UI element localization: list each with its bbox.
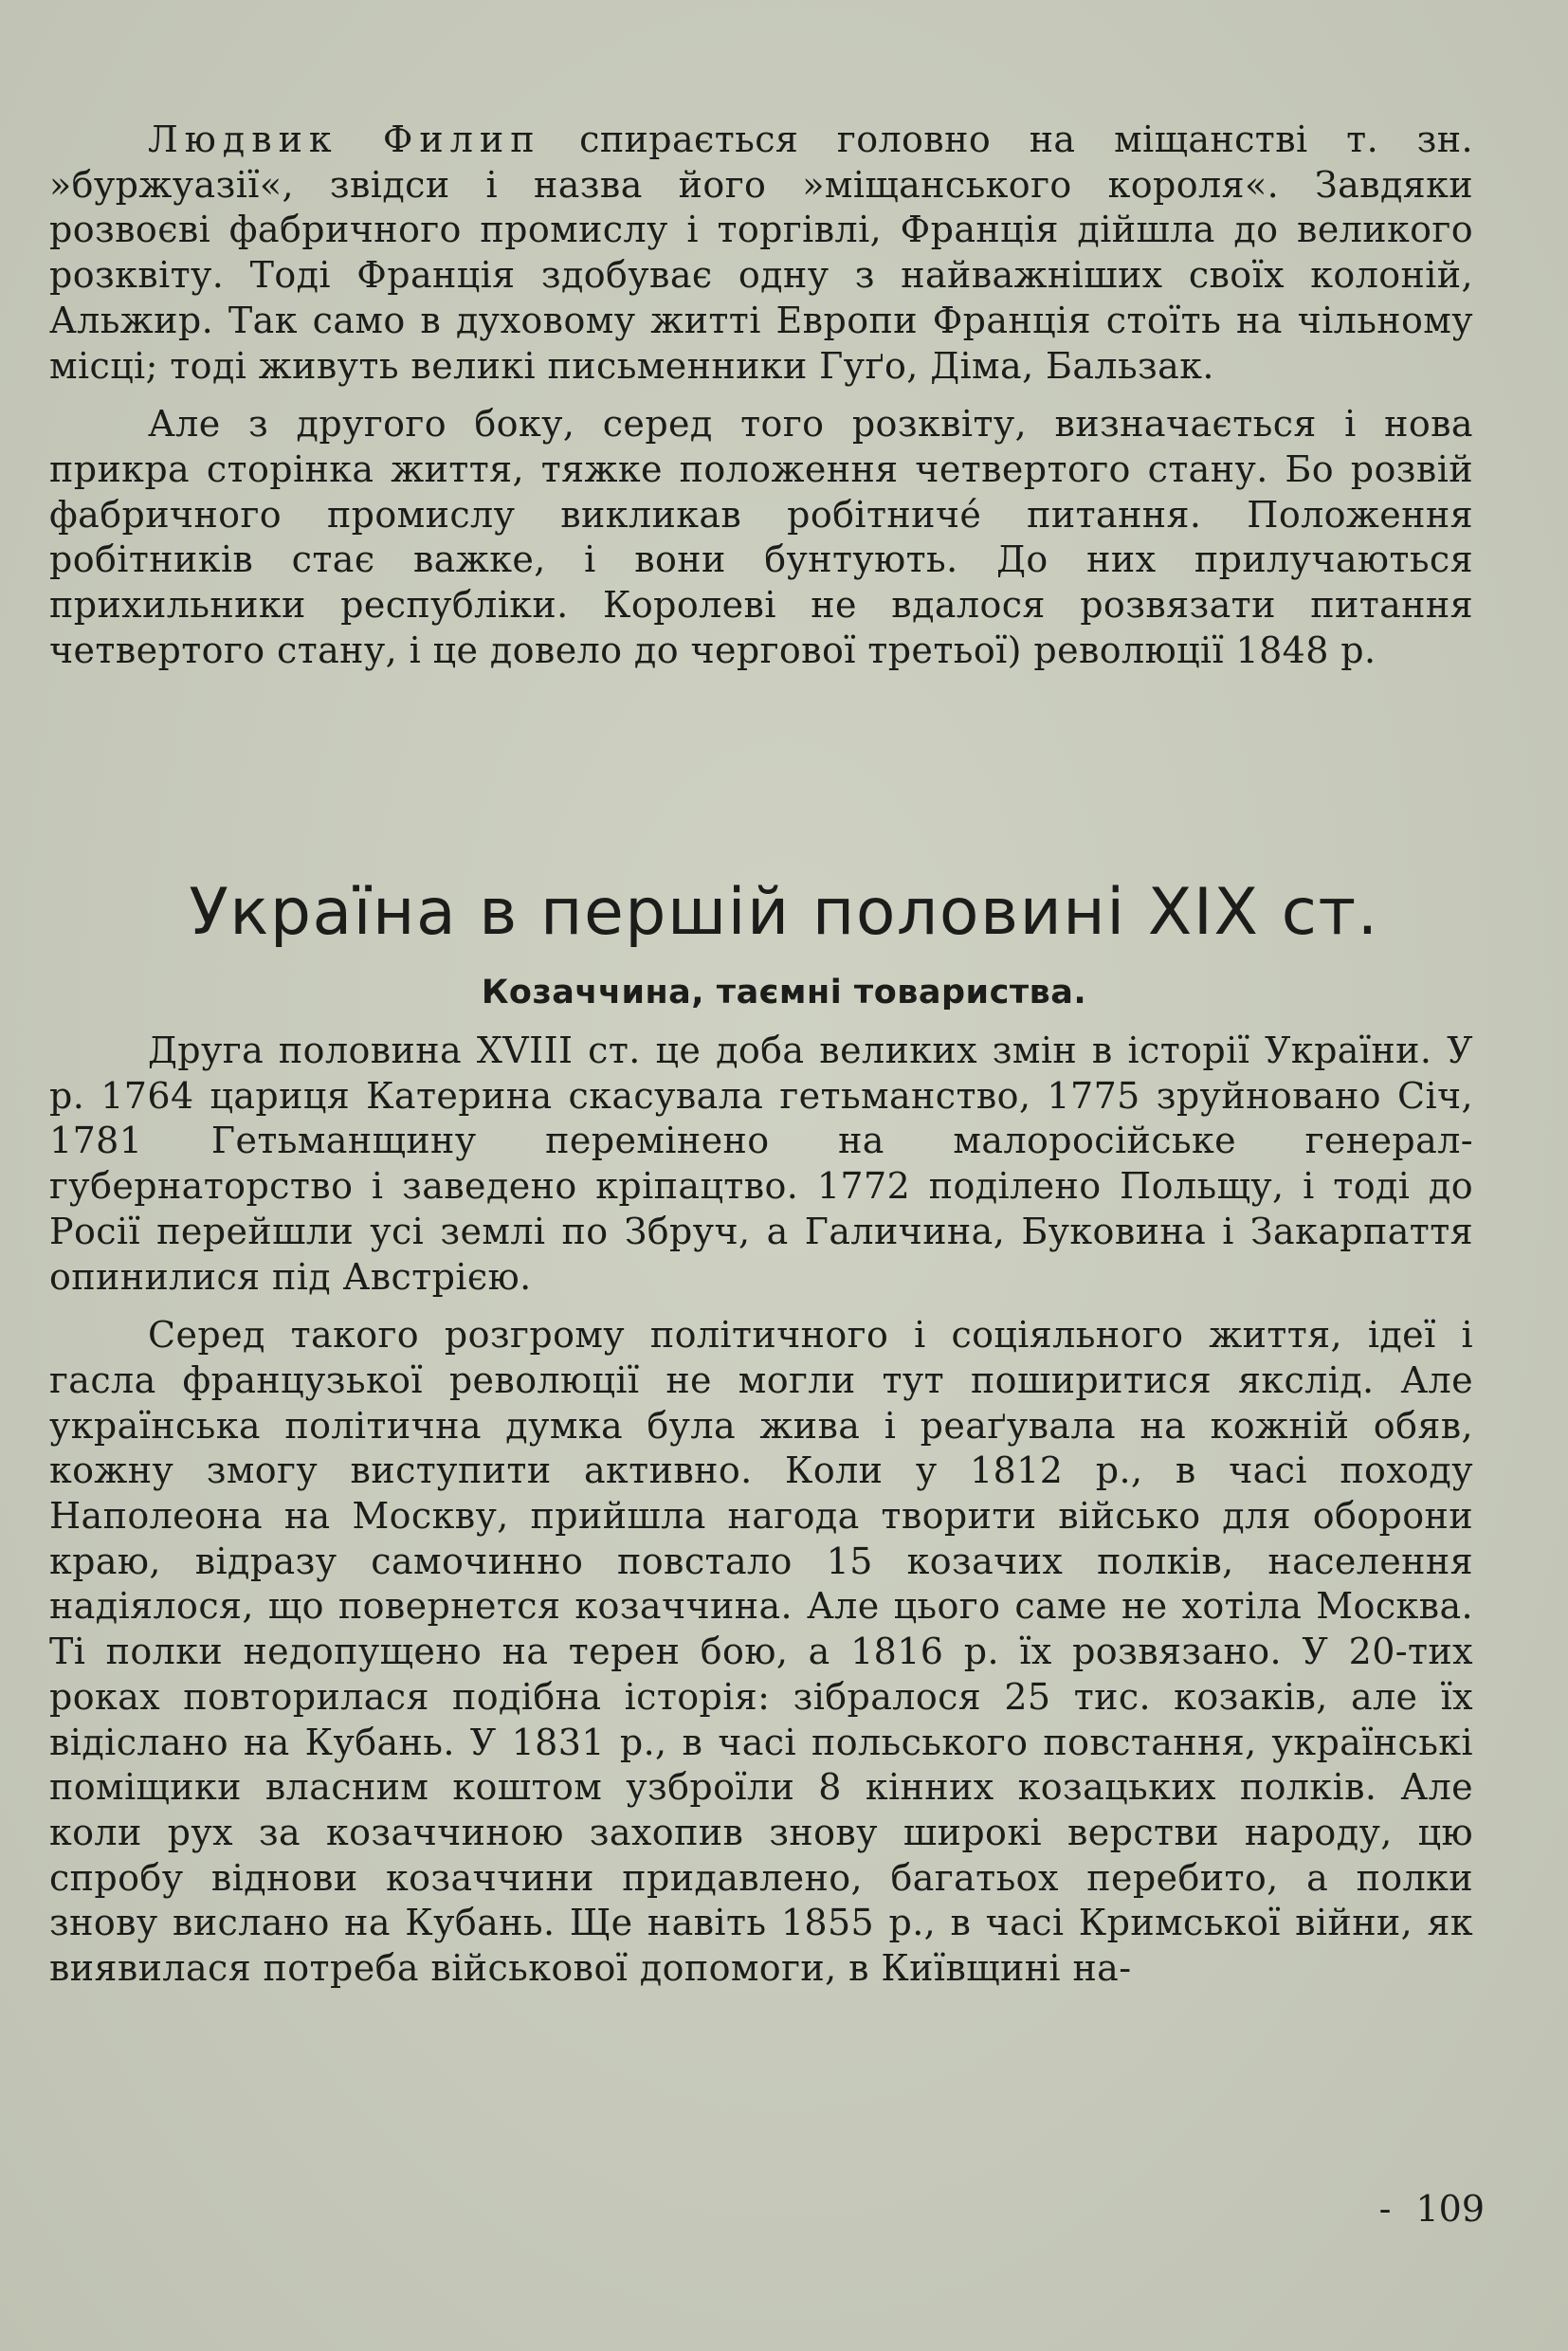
paragraph-text: спирається головно на міщанстві т. зн. »буржуазії«, звідси і назва його »міщанського короля«. Завдяки розвоєві фабричного промислу і торгівлі, Франція дійшла до великого розквіту. Тоді Франція здобуває одну з найважніших своїх колоній, Альжир. Так само в духовому житті Европи Франція стоїть на чільному місці; тоді живуть великі письменники Гуґо, Діма, Бальзак.	[49, 118, 1473, 387]
top-text-block	[49, 118, 1473, 673]
name-lead: Людвик Филип	[148, 118, 541, 160]
paragraph-18th-century: Друга половина XVIII ст. це доба великих змін в історії України. У р. 1764 цариця Катерина скасувала гетьманство, 1775 зруйновано Січ, 1781 Гетьманщину перемінено на малоросійське генерал-губернаторство і заведено кріпацтво. 1772 поділено Польщу, і тоді до Росії перейшли усі землі по Збруч, а Галичина, Буковина і Закарпаття опинилися під Австрією.	[49, 1030, 1473, 1298]
section-title: Україна в першій половині XIX ст.	[189, 875, 1379, 950]
paragraph-louis-philippe	[49, 118, 1473, 389]
paragraph-cossack-regiments: Серед такого розгрому політичного і соціяльного життя, ідеї і гасла французької революції не могли тут поширитися якслід. Але українська політична думка була жива і реаґувала на кожній обяв, кожну змогу виступити активно. Коли у 1812 р., в часі походу Наполеона на Москву, прийшла нагода творити військо для оборони краю, відразу самочинно повстало 15 козачих полків, населення надіялося, що повернется козаччина. Але цього саме не хотіла Москва. Ті полки недопущено на терен бою, а 1816 р. їх розвязано. У 20-тих роках повторилася подібна історія: зібралося 25 тис. козаків, але їх відіслано на Кубань. У 1831 р., в часі польського повстання, українські поміщики власним коштом узброїли 8 кінних козацьких полків. Але коли рух за козаччиною захопив знову широкі верстви народу, цю спробу віднови козаччини придавлено, багатьох перебито, а полки знову вислано на Кубань. Ще навіть 1855 р., в часі Кримської війни, як виявилася потреба військової допомоги, в Київщині на-	[49, 1314, 1473, 1990]
bottom-text-block	[49, 1029, 1473, 1992]
page-number: - 109	[1379, 2188, 1485, 2230]
paragraph-fourth-estate: Але з другого боку, серед того розквіту, визначається і нова прикра сторінка життя, тяжке положення четвертого стану. Бо розвій фабричного промислу викликав робітничé питання. Положення робітників стає важке, і вони бунтують. До них прилучаються прихильники республіки. Королеві не вдалося розвязати питання четвертого стану, і це довело до чергової третьої) революції 1848 р.	[49, 403, 1473, 671]
section-subtitle: Козаччина, таємні товариства.	[481, 974, 1087, 1011]
